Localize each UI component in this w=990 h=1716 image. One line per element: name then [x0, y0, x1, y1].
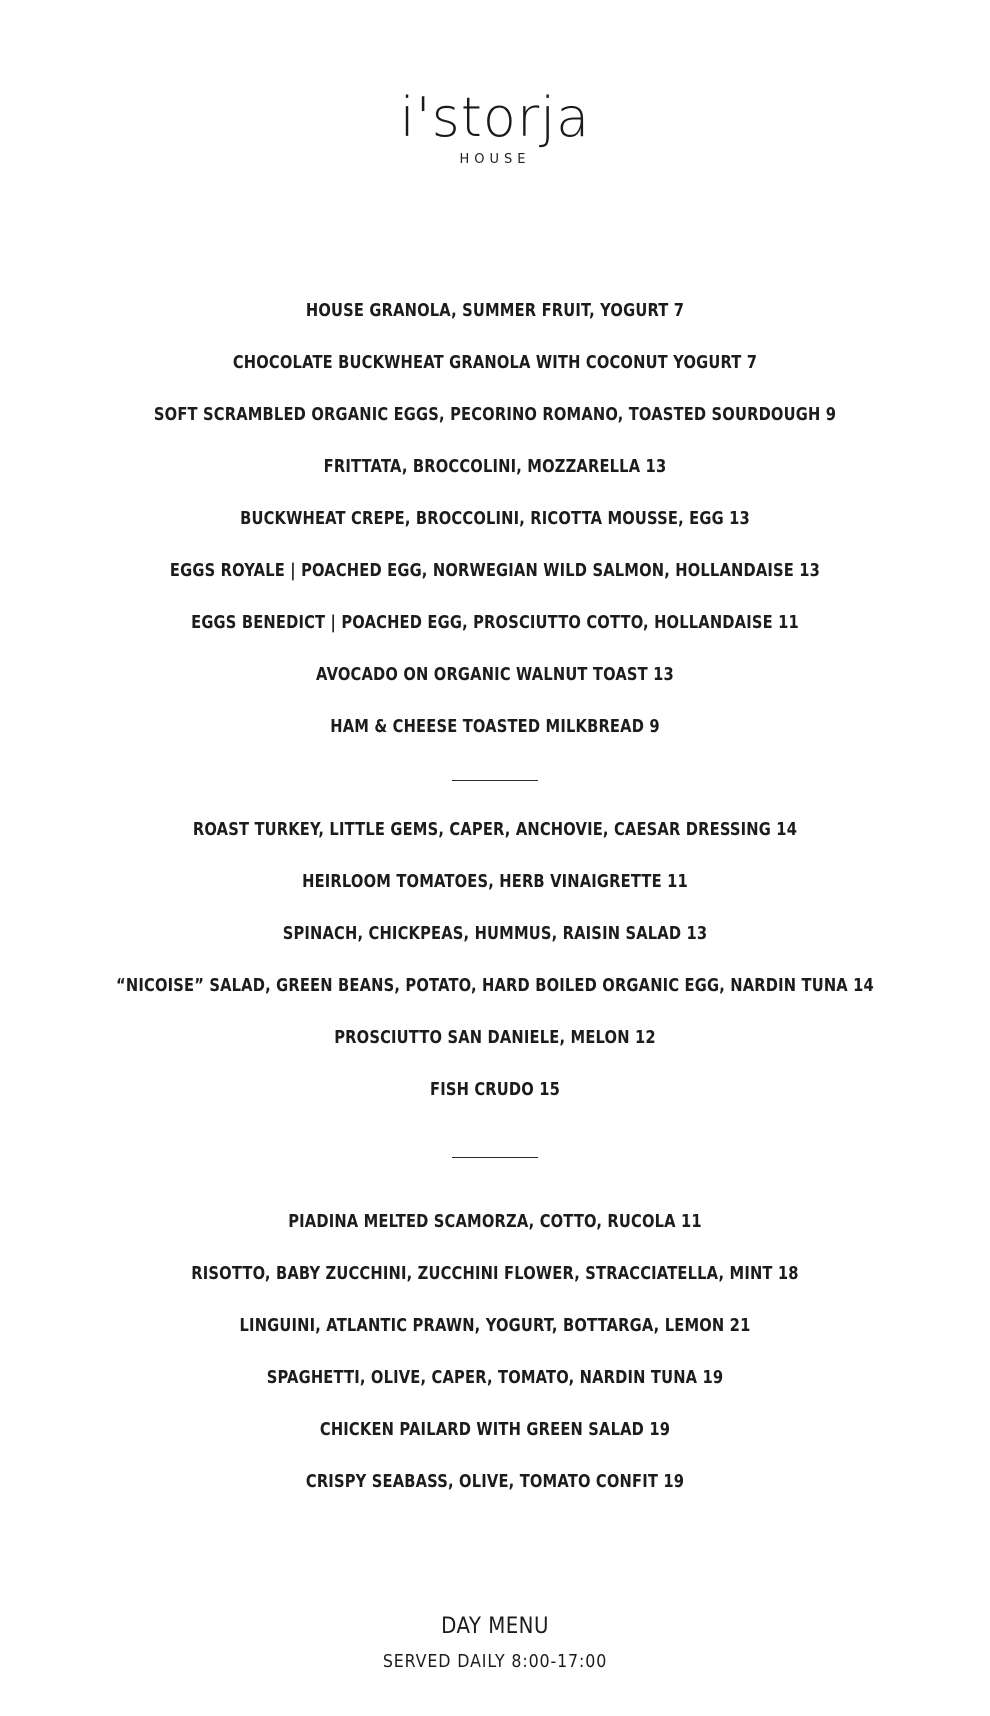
menu-item: PROSCIUTTO SAN DANIELE, MELON 12	[334, 1028, 656, 1048]
menu-item: BUCKWHEAT CREPE, BROCCOLINI, RICOTTA MOUSSE, EGG 13	[240, 509, 750, 529]
logo	[0, 88, 990, 167]
menu-item: PIADINA MELTED SCAMORZA, COTTO, RUCOLA 11	[288, 1212, 702, 1232]
menu-section-breakfast	[0, 285, 990, 753]
menu-item: SPINACH, CHICKPEAS, HUMMUS, RAISIN SALAD 13	[282, 924, 708, 944]
menu-item: ROAST TURKEY, LITTLE GEMS, CAPER, ANCHOVIE, CAESAR DRESSING 14	[192, 820, 798, 840]
menu-item: SPAGHETTI, OLIVE, CAPER, TOMATO, NARDIN TUNA 19	[266, 1368, 724, 1388]
section-divider	[452, 1157, 538, 1158]
menu-item: HAM & CHEESE TOASTED MILKBREAD 9	[330, 717, 660, 737]
menu-item: AVOCADO ON ORGANIC WALNUT TOAST 13	[316, 665, 674, 685]
logo-wordmark: i'storja	[399, 86, 591, 149]
logo-subtitle: HOUSE	[459, 152, 531, 167]
menu-section-salads	[0, 804, 990, 1116]
menu-title: DAY MENU	[441, 1614, 549, 1639]
menu-item: HEIRLOOM TOMATOES, HERB VINAIGRETTE 11	[302, 872, 688, 892]
menu-item: CHICKEN PAILARD WITH GREEN SALAD 19	[319, 1420, 671, 1440]
section-divider	[452, 780, 538, 781]
menu-item: CHOCOLATE BUCKWHEAT GRANOLA WITH COCONUT YOGURT 7	[232, 353, 758, 373]
menu-item: EGGS ROYALE | POACHED EGG, NORWEGIAN WILD SALMON, HOLLANDAISE 13	[169, 561, 821, 581]
menu-item: RISOTTO, BABY ZUCCHINI, ZUCCHINI FLOWER, STRACCIATELLA, MINT 18	[191, 1264, 799, 1284]
service-hours: SERVED DAILY 8:00-17:00	[382, 1651, 608, 1672]
menu-section-mains	[0, 1196, 990, 1508]
menu-footer	[0, 1614, 990, 1672]
menu-item: “NICOISE” SALAD, GREEN BEANS, POTATO, HARD BOILED ORGANIC EGG, NARDIN TUNA 14	[116, 976, 874, 996]
menu-item: EGGS BENEDICT | POACHED EGG, PROSCIUTTO COTTO, HOLLANDAISE 11	[191, 613, 799, 633]
menu-item: FRITTATA, BROCCOLINI, MOZZARELLA 13	[323, 457, 667, 477]
menu-item: LINGUINI, ATLANTIC PRAWN, YOGURT, BOTTARGA, LEMON 21	[239, 1316, 751, 1336]
menu-item: SOFT SCRAMBLED ORGANIC EGGS, PECORINO ROMANO, TOASTED SOURDOUGH 9	[153, 405, 837, 425]
menu-item: CRISPY SEABASS, OLIVE, TOMATO CONFIT 19	[305, 1472, 685, 1492]
menu-item: HOUSE GRANOLA, SUMMER FRUIT, YOGURT 7	[305, 301, 685, 321]
menu-item: FISH CRUDO 15	[429, 1080, 561, 1100]
